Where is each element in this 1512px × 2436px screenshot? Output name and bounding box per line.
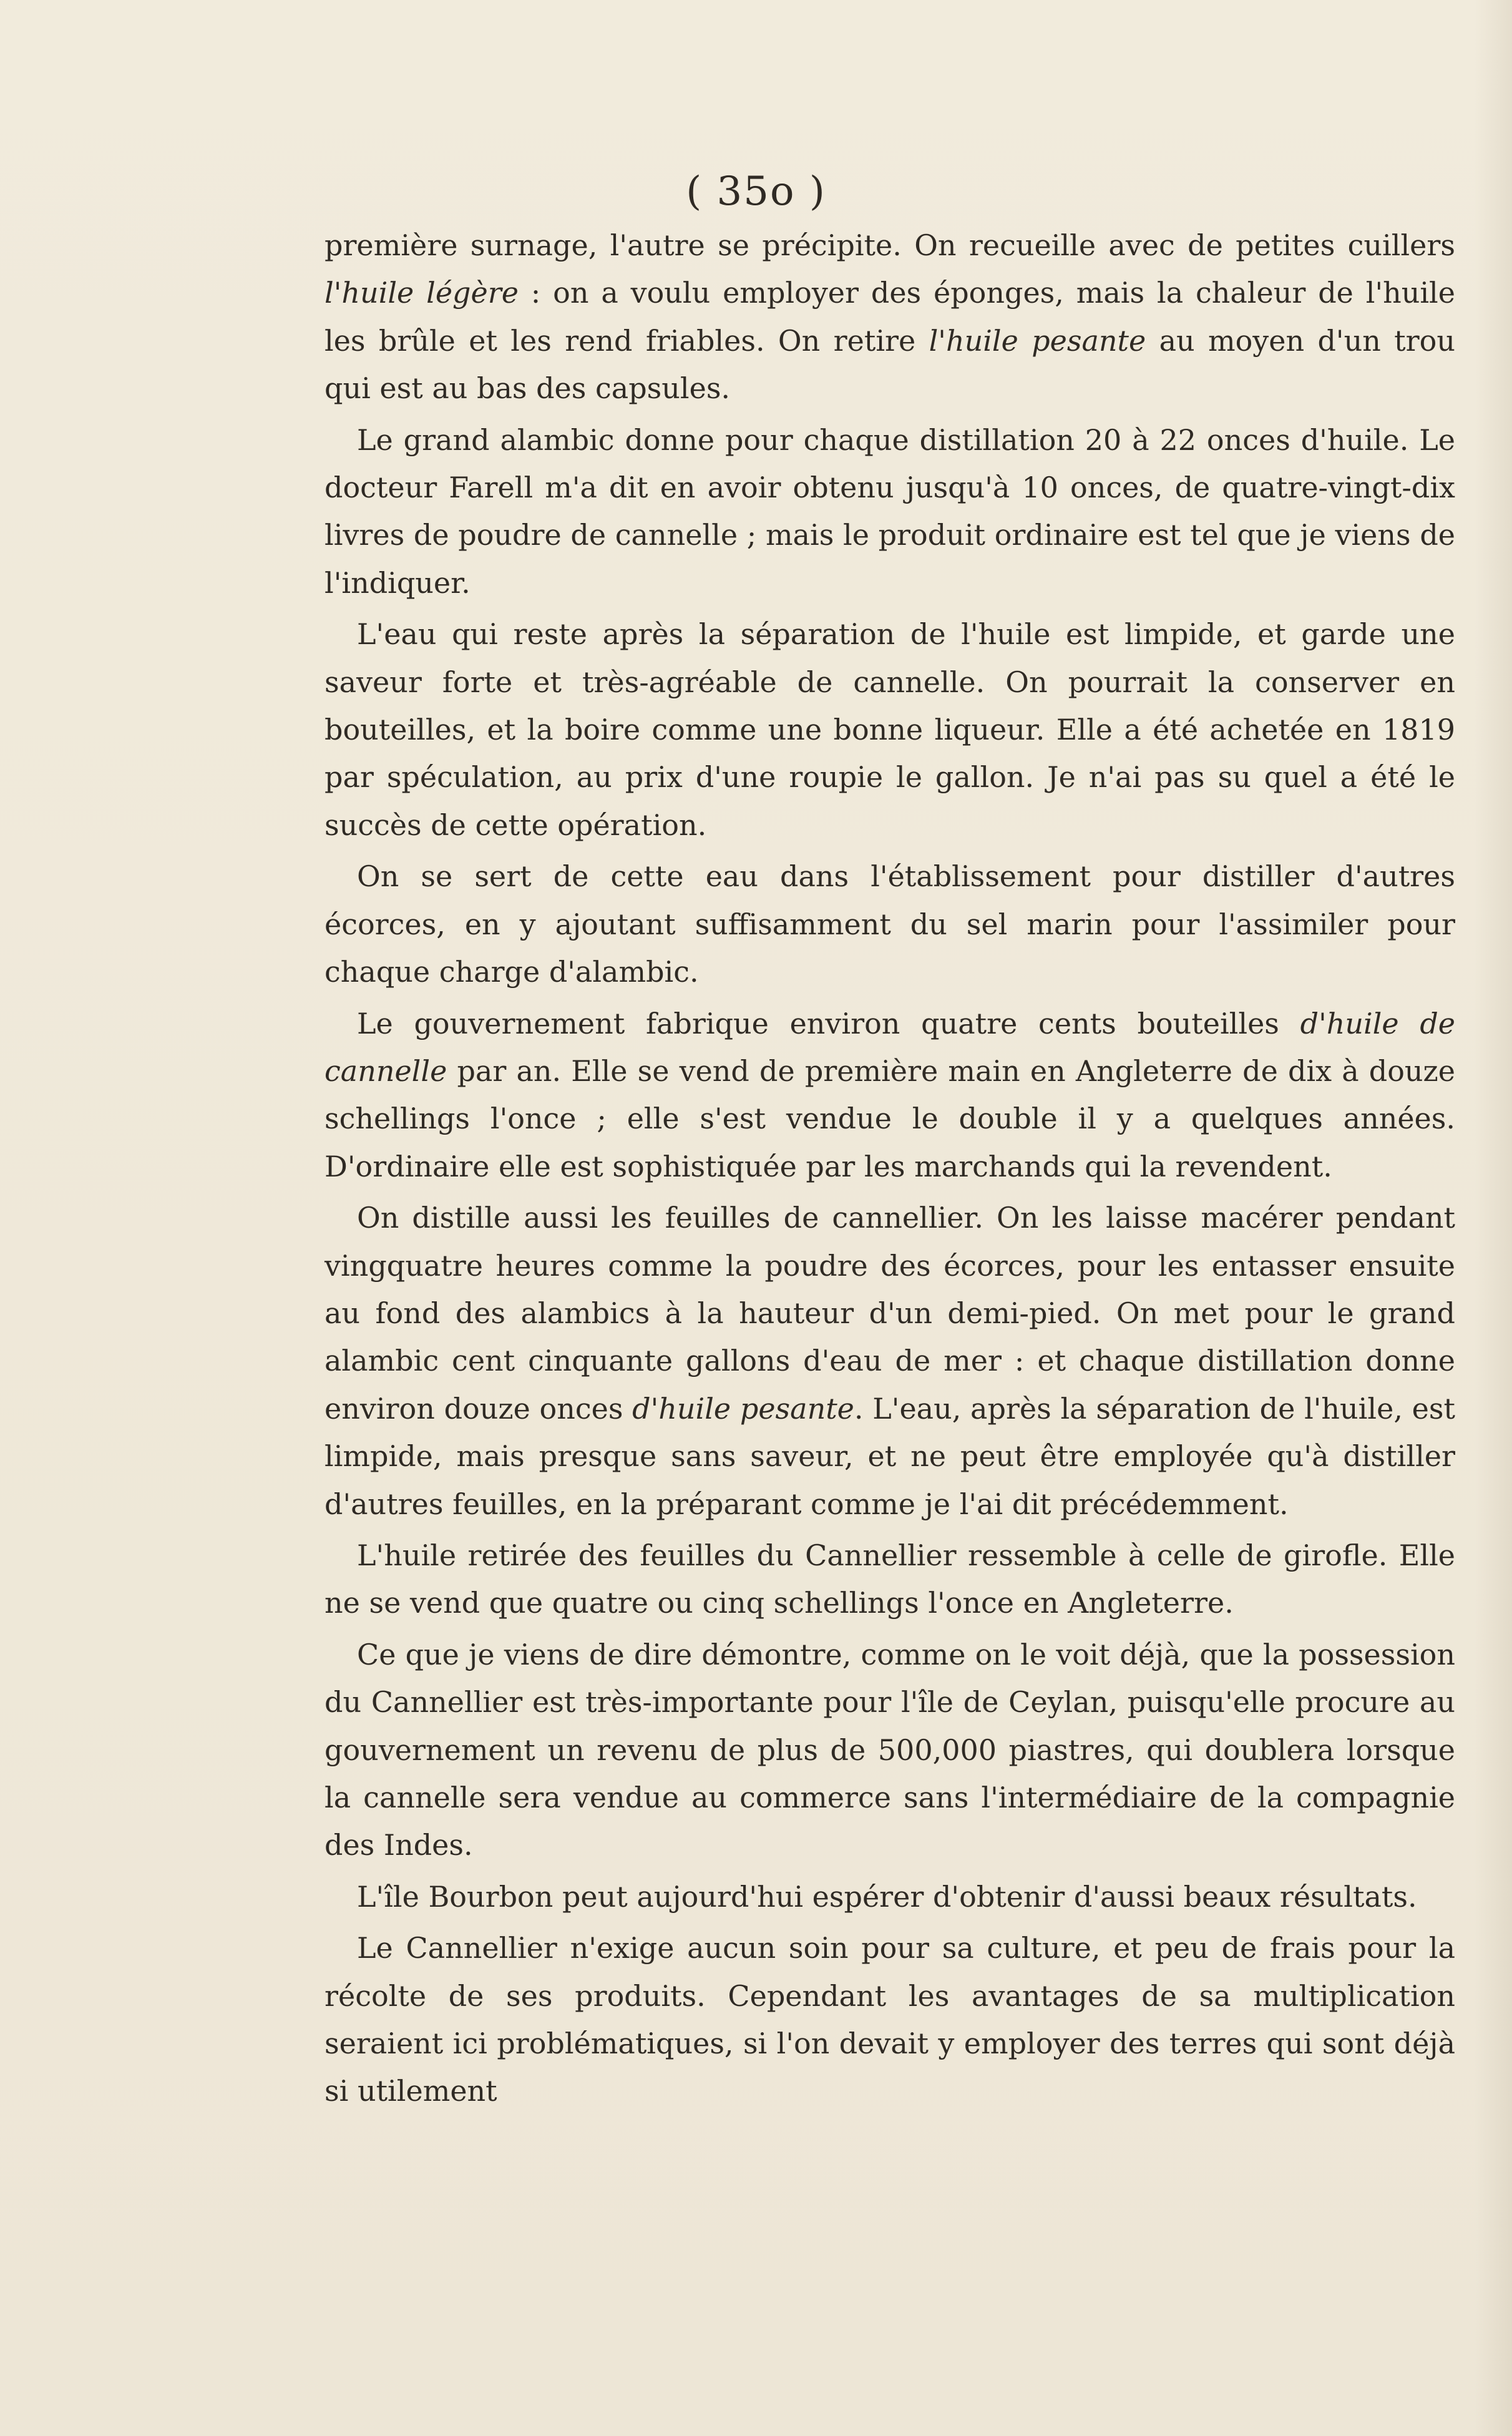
paragraph-5: Le gouvernement fabrique environ quatre cents bouteilles d'huile de cannelle par an. Elle se vend de première main en Angleterre de dix à douze schellings l'once ; elle s'est vendue le double il y a quelques années. D'ordinaire elle est sophistiquée par les marchands qui la revendent. bbox=[324, 1006, 1455, 1183]
italic-term: l'huile pesante bbox=[929, 323, 1146, 358]
page-edge-shadow bbox=[1475, 0, 1512, 2436]
paragraph-10: Le Cannellier n'exige aucun soin pour sa culture, et peu de frais pour la récolte de ses produits. Cependant les avantages de sa multiplication seraient ici problématiques, si l'on devait y employer des terres qui sont déjà si utilement bbox=[324, 1931, 1455, 2108]
italic-term: l'huile légère bbox=[324, 276, 519, 310]
body-text bbox=[324, 222, 1455, 2119]
italic-term: d'huile pesante bbox=[632, 1391, 854, 1426]
paragraph-6: On distille aussi les feuilles de cannellier. On les laisse macérer pendant vingquatre heures comme la poudre des écorces, pour les entasser ensuite au fond des alambics à la hauteur d'un demi-pied. On met pour le grand alambic cent cinquante gallons d'eau de mer : et chaque distillation donne environ douze onces d'huile pesante. L'eau, après la séparation de l'huile, est limpide, mais presque sans saveur, et ne peut être employée qu'à distiller d'autres feuilles, en la préparant comme je l'ai dit précédemment. bbox=[324, 1201, 1455, 1521]
page-number: ( 35o ) bbox=[686, 169, 826, 215]
paragraph-1: première surnage, l'autre se précipite. On recueille avec de petites cuillers l'huile légère : on a voulu employer des éponges, mais la chaleur de l'huile les brûle et les rend friables. On retire l'huile pesante au moyen d'un trou qui est au bas des capsules. bbox=[324, 228, 1455, 406]
paragraph-9: L'île Bourbon peut aujourd'hui espérer d'obtenir d'aussi beaux résultats. bbox=[357, 1879, 1417, 1914]
paragraph-4: On se sert de cette eau dans l'établissement pour distiller d'autres écorces, en y ajoutant suffisamment du sel marin pour l'assimiler pour chaque charge d'alambic. bbox=[324, 859, 1455, 989]
italic-term: d'huile de cannelle bbox=[324, 1006, 1455, 1088]
paragraph-3: L'eau qui reste après la séparation de l'huile est limpide, et garde une saveur forte et très-agréable de cannelle. On pourrait la conserver en bouteilles, et la boire comme une bonne liqueur. Elle a été achetée en 1819 par spéculation, au prix d'une roupie le gallon. Je n'ai pas su quel a été le succès de cette opération. bbox=[324, 617, 1455, 842]
paragraph-2: Le grand alambic donne pour chaque distillation 20 à 22 onces d'huile. Le docteur Farell m'a dit en avoir obtenu jusqu'à 10 onces, de quatre-vingt-dix livres de poudre de cannelle ; mais le produit ordinaire est tel que je viens de l'indiquer. bbox=[324, 423, 1455, 600]
paragraph-8: Ce que je viens de dire démontre, comme on le voit déjà, que la possession du Cannellier est très-importante pour l'île de Ceylan, puisqu'elle procure au gouvernement un revenu de plus de 500,000 piastres, qui doublera lorsque la cannelle sera vendue au commerce sans l'intermédiaire de la compagnie des Indes. bbox=[324, 1637, 1455, 1862]
paragraph-7: L'huile retirée des feuilles du Cannellier ressemble à celle de girofle. Elle ne se vend que quatre ou cinq schellings l'once en Angleterre. bbox=[324, 1538, 1455, 1620]
